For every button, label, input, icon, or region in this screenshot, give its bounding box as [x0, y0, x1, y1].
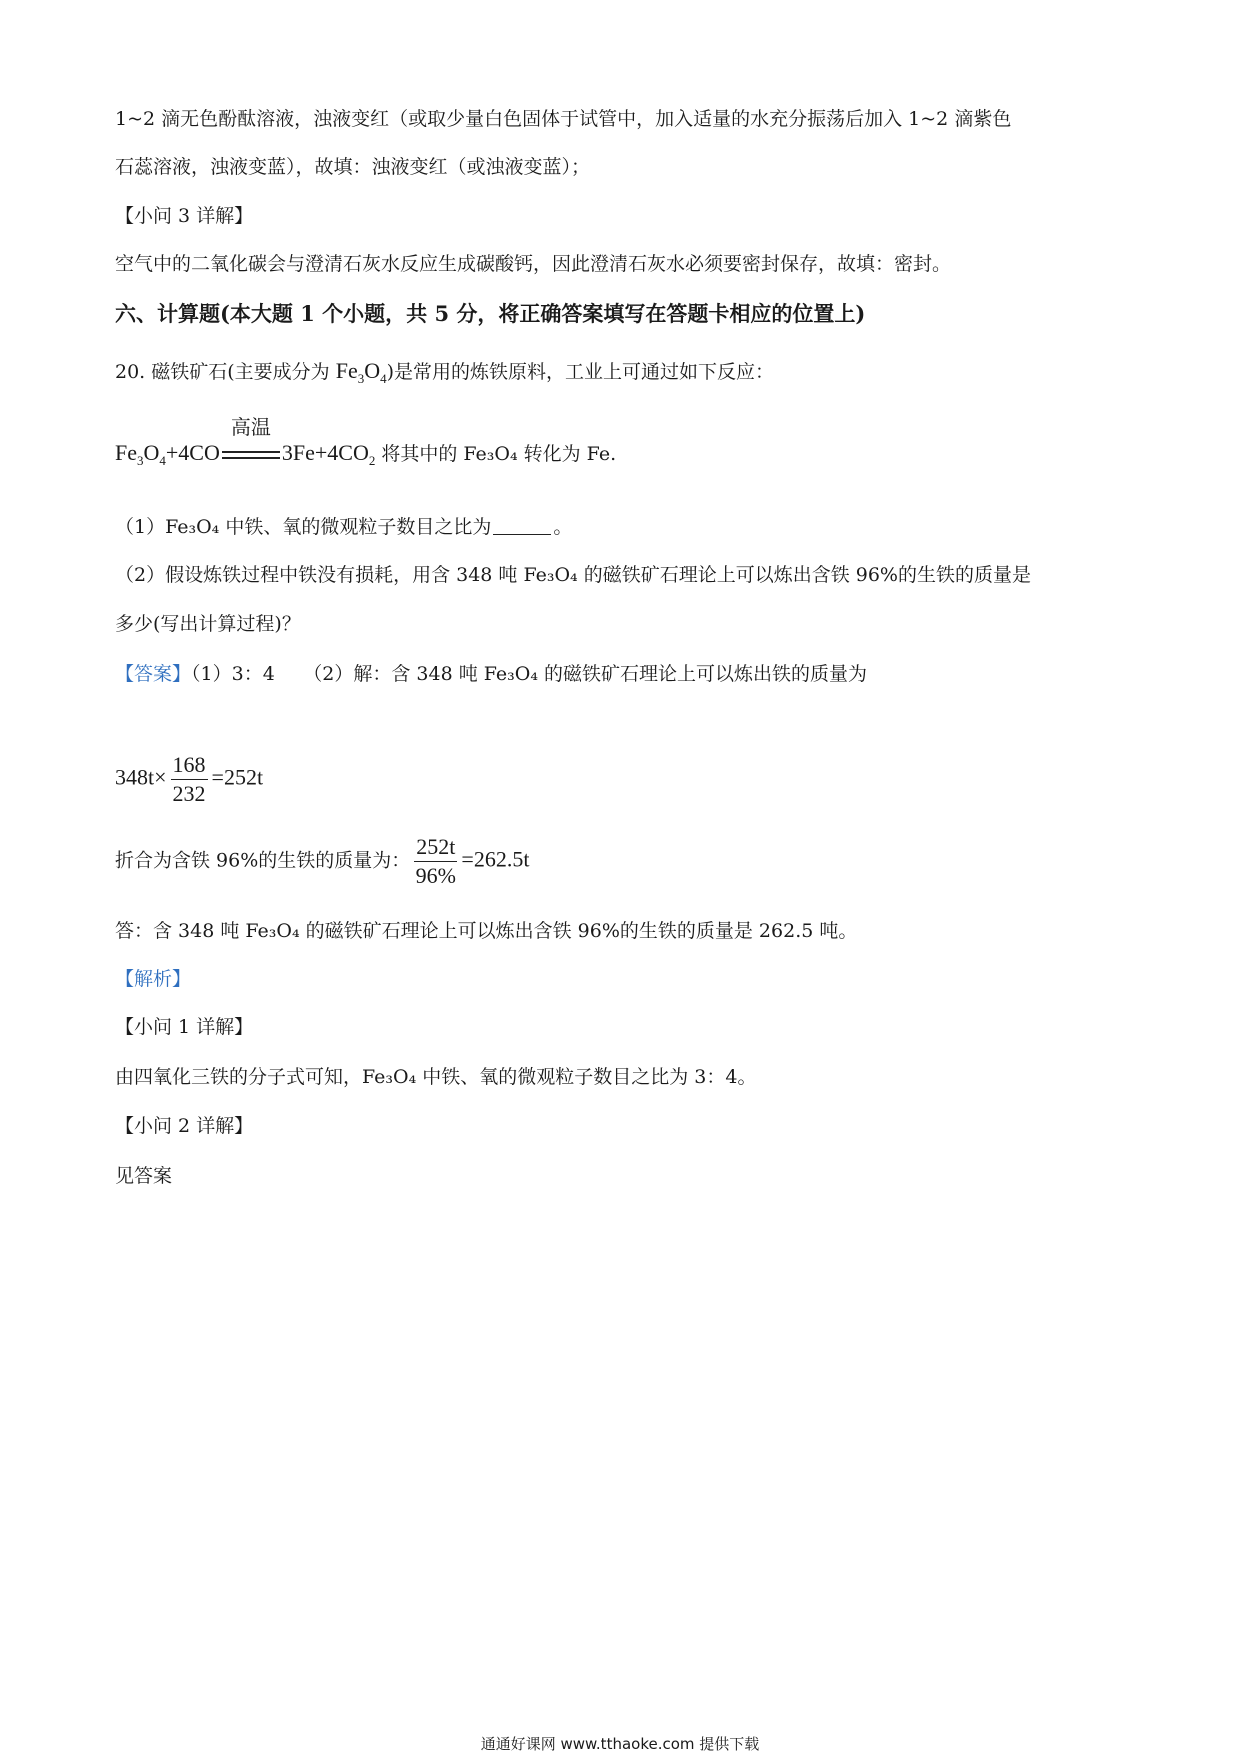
answer-label: 【答案】: [115, 663, 192, 685]
text-line: 由四氧化三铁的分子式可知，Fe₃O₄ 中铁、氧的微观粒子数目之比为 3：4。: [115, 1066, 757, 1088]
text-line: 见答案: [115, 1165, 173, 1187]
q20-post: )是常用的炼铁原料，工业上可通过如下反应：: [386, 361, 775, 383]
fraction: $\frac{252t}{96\%}$: [415, 834, 456, 888]
chemical-equation: $Fe_3O_4+4CO$ 高温 $3Fe+4CO_2$ 将其中的 Fe₃O₄ 转化为 Fe.: [115, 415, 617, 468]
equation-tail: 将其中的 Fe₃O₄ 转化为 Fe.: [375, 443, 617, 465]
subheading: 【小问 1 详解】: [115, 1016, 254, 1038]
answer-text: （1）3：4 （2）解：含 348 吨 Fe₃O₄ 的磁铁矿石理论上可以炼出铁的质量为: [191, 663, 867, 685]
fe3o4-formula: $Fe_3O_4$: [335, 358, 387, 386]
calculation-2: 折合为含铁 96%的生铁的质量为： $\frac{252t}{96\%}$ =262.5t: [115, 834, 530, 888]
fraction: $\frac{168}{232}$: [172, 752, 206, 806]
sub-question-1: （1）Fe₃O₄ 中铁、氧的微观粒子数目之比为 。: [115, 516, 573, 538]
answer-line: [115, 665, 867, 684]
subheading: 【小问 3 详解】: [115, 205, 254, 227]
q20-pre: 20. 磁铁矿石(主要成分为: [115, 361, 336, 383]
analysis-label: 【解析】: [115, 968, 192, 990]
sub-question-2-cont: 多少(写出计算过程)？: [115, 613, 301, 635]
text-line: 空气中的二氧化碳会与澄清石灰水反应生成碳酸钙，因此澄清石灰水必须要密封保存，故填：密封。: [115, 253, 952, 275]
footer: 通通好课网 www.tthaoke.com 提供下载: [480, 1735, 760, 1753]
calculation-1: 348t× $\frac{168}{232}$ =252t: [115, 752, 264, 806]
answer-blank: [493, 518, 551, 535]
question-20: [115, 360, 774, 385]
reaction-condition: 高温: [220, 445, 282, 465]
subheading: 【小问 2 详解】: [115, 1115, 254, 1137]
conclusion: 答：含 348 吨 Fe₃O₄ 的磁铁矿石理论上可以炼出含铁 96%的生铁的质量是 262.5 吨。: [115, 920, 858, 942]
section-title: 六、计算题(本大题 1 个小题，共 5 分，将正确答案填写在答题卡相应的位置上): [115, 301, 866, 326]
text-line: 石蕊溶液，浊液变蓝），故填：浊液变红（或浊液变蓝）；: [115, 156, 591, 178]
sub-question-2: （2）假设炼铁过程中铁没有损耗，用含 348 吨 Fe₃O₄ 的磁铁矿石理论上可以炼出含铁 96%的生铁的质量是: [115, 564, 1031, 586]
text-line: 1~2 滴无色酚酞溶液，浊液变红（或取少量白色固体于试管中，加入适量的水充分振荡后加入 1~2 滴紫色: [115, 108, 1012, 130]
